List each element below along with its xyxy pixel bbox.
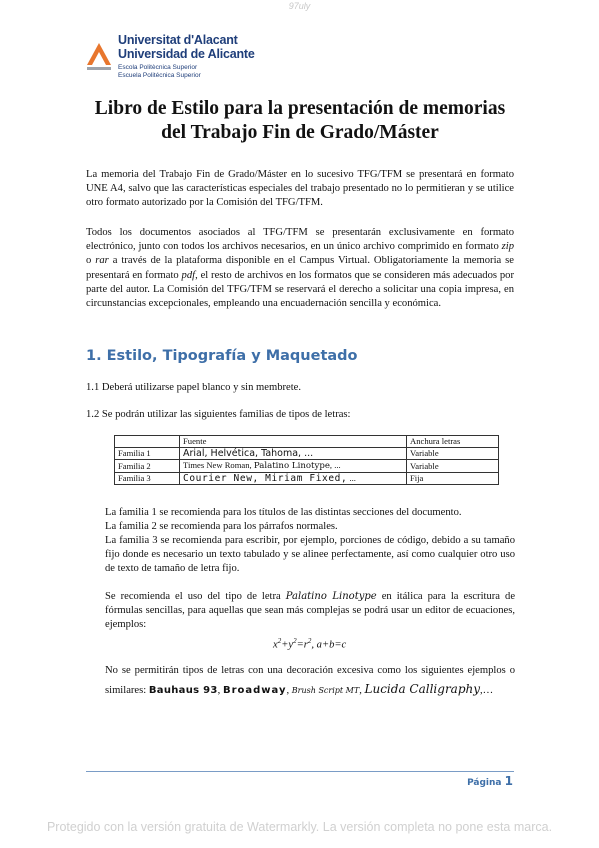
decorative-fonts-paragraph [105,662,515,700]
university-emblem-icon [86,37,112,77]
table-header-font: Fuente [180,436,407,448]
palatino-text-2: en itálica para la escritura de fórmulas sencillas, para aquellas que sean más complejas se podrá usar un editor de ecuaciones, ejemplos: [105,591,516,630]
title-line-2: del Trabajo Fin de Grado/Máster [161,122,439,143]
pdf-term: pdf [181,269,196,281]
title-line-1: Libro de Estilo para la presentación de memorias [94,98,506,119]
document-title [60,97,540,145]
palatino-font-example: Palatino Linotype [285,591,377,602]
fonts-cell: Arial, Helvética, Tahoma, ... [180,448,407,460]
table-header-row [115,436,499,448]
width-cell: Fija [407,473,499,485]
top-mark: 97uly [288,1,311,11]
font-families-table [114,435,499,485]
brush-script-example: Brush Script MT [291,686,360,695]
mono-font-names: Courier New, Miriam Fixed, [183,473,348,484]
family-2-note: La familia 2 se recomienda para los párrafos normales. [105,521,338,532]
section-heading: 1. Estilo, Tipografía y Maquetado [86,348,358,364]
watermark-text: Protegido con la versión gratuita de Watermarkly. La versión completa no pone esta marca. [46,820,553,834]
university-logo [86,33,256,83]
fonts-cell [180,473,407,485]
formula-eq: =r [296,639,308,651]
lucida-calligraphy-example: Lucida Calligraphy [364,682,481,696]
format-paragraph [86,226,514,311]
table-row [115,448,499,460]
width-cell: Variable [407,448,499,460]
family-cell: Familia 3 [115,473,180,485]
school-name-spanish: Escuela Politécnica Superior [118,72,201,79]
formula-x: x [273,639,278,651]
table-header-empty [115,436,180,448]
palatino-text-1: Se recomienda el uso del tipo de letra [105,591,286,602]
format-text-2: o [86,255,96,267]
format-text-1: Todos los documentos asociados al TFG/TFM se presentarán exclusivamente en formato electrónico, junto con todos los archivos necesarios, en un único archivo comprimido en formato [86,227,514,253]
width-cell: Variable [407,460,499,473]
formula-exp: 2 [277,637,282,645]
separator: , [359,685,365,696]
university-name-spanish: Universidad de Alicante [118,47,255,61]
rule-1-2: 1.2 Se podrán utilizar las siguientes familias de tipos de letras: [86,409,351,420]
fonts-ellipsis: ... [347,473,356,483]
palatino-paragraph [105,590,515,632]
decorative-ellipsis: ,… [480,685,494,696]
formula-exp: 2 [293,637,297,645]
bauhaus-example: Bauhaus 93 [148,685,218,696]
broadway-example: Broadway [222,685,287,696]
footer-divider [86,771,514,772]
separator: , [286,685,292,696]
formula-example [273,637,346,651]
page-number [467,774,513,788]
rar-term: rar [95,255,109,267]
family-cell: Familia 2 [115,460,180,473]
fonts-ellipsis: , ... [329,460,341,470]
table-header-width: Anchura letras [407,436,499,448]
formula-exp: 2 [307,637,312,645]
formula-rest: , a+b=c [311,639,347,651]
table-row [115,460,499,473]
family-cell: Familia 1 [115,448,180,460]
format-text-3: a través de la plataforma disponible en el Campus Virtual. Obligatoriamente la memoria se presentará en formato [86,255,514,281]
decorative-text: No se permitirán tipos de letras con una decoración excesiva como los siguientes ejemplos o similares: [105,665,515,696]
table-row [115,473,499,485]
rule-1-1: 1.1 Deberá utilizarse papel blanco y sin membrete. [86,382,302,393]
zip-term: zip [501,241,514,253]
family-1-note: La familia 1 se recomienda para los títulos de las distintas secciones del documento. [105,507,462,518]
university-name-valencian: Universitat d'Alacant [118,33,238,47]
family-3-note: La familia 3 se recomienda para escribir, por ejemplo, porciones de código, debido a su tamaño fijo donde es necesario un texto tabulado y se alinee perfectamente, así como cualquier otro uso de texto de tamaño de letra fijo. [105,535,515,574]
intro-paragraph: La memoria del Trabajo Fin de Grado/Máster en lo sucesivo TFG/TFM se presentará en formato UNE A4, salvo que las características especiales del trabajo presentado no lo permitieran y se utilice otro formato autorizado por la Comisión del TFG/TFM. [86,169,514,209]
separator: , [217,685,223,696]
page-number-value: 1 [504,774,513,788]
palatino-font-name: Palatino Linotype [253,461,330,471]
fonts-cell [180,460,407,473]
school-name-valencian: Escola Politècnica Superior [118,64,198,71]
format-text-4: , el resto de archivos en los formatos que se consideren más adecuados por parte del autor. La Comisión del TFG/TFM se reservará el derecho a solicitar una copia impresa, en circunstancias excepcionales, empleando una encuadernación sencilla y económica. [86,269,514,310]
formula-plus: +y [281,639,294,651]
times-font-name: Times New Roman, [183,460,254,470]
page-label: Página [467,778,505,788]
